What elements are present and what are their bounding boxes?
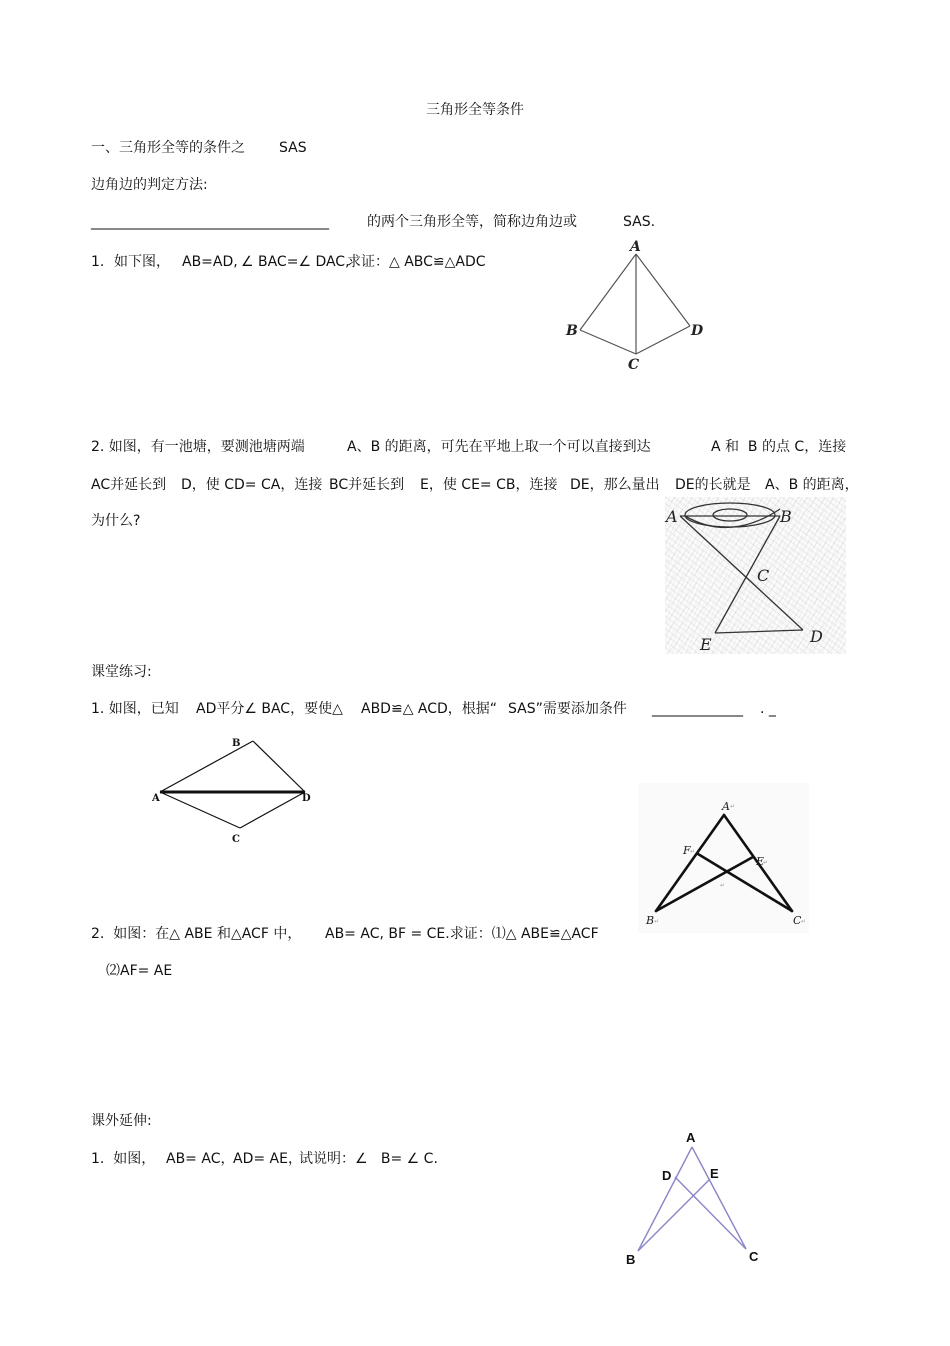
q2-line1-a: 2. 如图，有一池塘，要测池塘两端 xyxy=(91,439,305,455)
practice-1-congruence: ABD≌△ ACD，根据“ xyxy=(361,701,498,717)
fig4-label-e: E xyxy=(756,855,765,868)
figure-q2 xyxy=(660,497,850,657)
fig2-label-b: B xyxy=(780,507,792,526)
fig1-side-dc xyxy=(636,326,690,354)
extension-1-condition2: AD= AE， xyxy=(233,1151,302,1167)
fig1-side-ab xyxy=(580,254,636,330)
fig2-segment-ed xyxy=(715,630,803,633)
q2-line2-f: DE的长就是 xyxy=(675,477,751,493)
practice-2-line2: ⑵AF= AE xyxy=(106,963,173,979)
q2-line2-g: A、B 的距离， xyxy=(765,477,859,493)
fig3-label-a: A xyxy=(152,793,160,804)
practice-1-blank: _____________ xyxy=(652,701,743,717)
fig5-label-c: C xyxy=(749,1249,759,1264)
q1-condition2: ∠ BAC=∠ DAC, xyxy=(241,254,350,270)
fig2-label-a: A xyxy=(666,507,678,526)
fig3-label-c: C xyxy=(232,834,240,845)
q2-line2-e: DE，那么量出 xyxy=(570,477,660,493)
fig2-pond-edge xyxy=(685,509,780,527)
q1-condition1: AB=AD, xyxy=(182,254,238,270)
q2-line1-c: A 和 B 的点 C，连接 xyxy=(711,439,847,455)
fig3-side-bd xyxy=(253,741,305,792)
practice-2-text: 2. 如图：在△ ABE 和△ACF 中， xyxy=(91,926,302,942)
fig1-side-ad xyxy=(636,254,690,326)
svg-text:↵: ↵ xyxy=(690,848,696,855)
practice-heading: 课堂练习: xyxy=(91,664,152,680)
figure-practice-2 xyxy=(638,783,809,933)
practice-1-sas: SAS”需要添加条件 xyxy=(508,701,627,717)
q2-line2-a: AC并延长到 xyxy=(91,477,167,493)
fig5-segment-dc xyxy=(675,1177,746,1249)
svg-text:↵: ↵ xyxy=(801,918,807,925)
definition-blank: __________________________________ xyxy=(91,214,329,230)
fig4-label-b: B xyxy=(646,914,655,927)
fig2-pond-outer xyxy=(685,503,775,527)
fig2-label-c: C xyxy=(757,566,770,585)
definition-tag: SAS. xyxy=(623,214,656,230)
fig2-label-d: D xyxy=(810,627,823,646)
page-title: 三角形全等条件 xyxy=(426,102,524,118)
fig1-label-d: D xyxy=(691,323,704,339)
fig4-label-f: F xyxy=(683,844,691,857)
figure-practice-1 xyxy=(150,730,320,850)
fig1-label-c: C xyxy=(628,357,640,373)
q2-line3: 为什么? xyxy=(91,513,141,529)
fig3-side-ac xyxy=(160,792,240,828)
extension-heading: 课外延伸: xyxy=(91,1113,152,1129)
fig2-label-e: E xyxy=(700,635,712,654)
practice-1-end: . _ xyxy=(760,701,776,717)
fig3-side-cd xyxy=(240,792,305,828)
fig5-label-d: D xyxy=(662,1168,672,1183)
q1-prove: 求证：△ ABC≌△ADC xyxy=(347,254,486,270)
fig1-side-bc xyxy=(580,330,636,354)
svg-text:↵: ↵ xyxy=(720,882,726,889)
q2-line1-b: A、B 的距离，可先在平地上取一个可以直接到达 xyxy=(347,439,651,455)
q1-text: 如下图， xyxy=(114,254,170,270)
fig5-side-ab xyxy=(638,1147,692,1251)
fig3-label-b: B xyxy=(232,738,241,749)
svg-text:↵: ↵ xyxy=(654,918,660,925)
fig4-label-c: C xyxy=(793,914,802,927)
svg-text:↵: ↵ xyxy=(730,803,736,810)
method-label: 边角边的判定方法: xyxy=(91,177,208,193)
extension-1-text: 1. 如图， xyxy=(91,1151,156,1167)
extension-1-condition1: AB= AC， xyxy=(166,1151,235,1167)
q2-line2-c: BC并延长到 xyxy=(329,477,405,493)
extension-1-prove: 试说明：∠ B= ∠ C. xyxy=(299,1151,438,1167)
practice-1-text: 1. 如图，已知 xyxy=(91,701,179,717)
q2-line2-b: D，使 CD= CA，连接 xyxy=(181,477,323,493)
fig5-label-b: B xyxy=(626,1252,636,1267)
fig2-segment-ad xyxy=(680,516,803,630)
fig2-segment-be xyxy=(715,516,780,633)
section-heading: 一、三角形全等的条件之 xyxy=(91,140,245,156)
fig4-segment-be xyxy=(656,857,753,911)
figure-q1 xyxy=(560,238,710,378)
fig3-label-d: D xyxy=(302,793,311,804)
q1-number: 1. xyxy=(91,254,105,270)
practice-2-condition: AB= AC, BF = CE.求证：⑴△ ABE≌△ACF xyxy=(325,926,599,942)
svg-text:↵: ↵ xyxy=(763,859,769,866)
fig1-label-b: B xyxy=(566,323,578,339)
practice-1-condition: AD平分∠ BAC，要使△ xyxy=(196,701,343,717)
fig2-pond-inner xyxy=(713,509,747,521)
fig5-label-e: E xyxy=(710,1166,719,1181)
fig1-label-a: A xyxy=(630,239,641,255)
section-heading-tag: SAS xyxy=(279,140,307,156)
fig5-label-a: A xyxy=(686,1130,696,1145)
figure-extension-1 xyxy=(615,1125,775,1275)
fig5-segment-eb xyxy=(638,1179,710,1251)
fig4-label-a: A xyxy=(722,800,730,813)
q2-line2-d: E，使 CE= CB，连接 xyxy=(420,477,558,493)
definition-text: 的两个三角形全等，简称边角边或 xyxy=(367,214,577,230)
fig5-side-ac xyxy=(692,1147,746,1249)
